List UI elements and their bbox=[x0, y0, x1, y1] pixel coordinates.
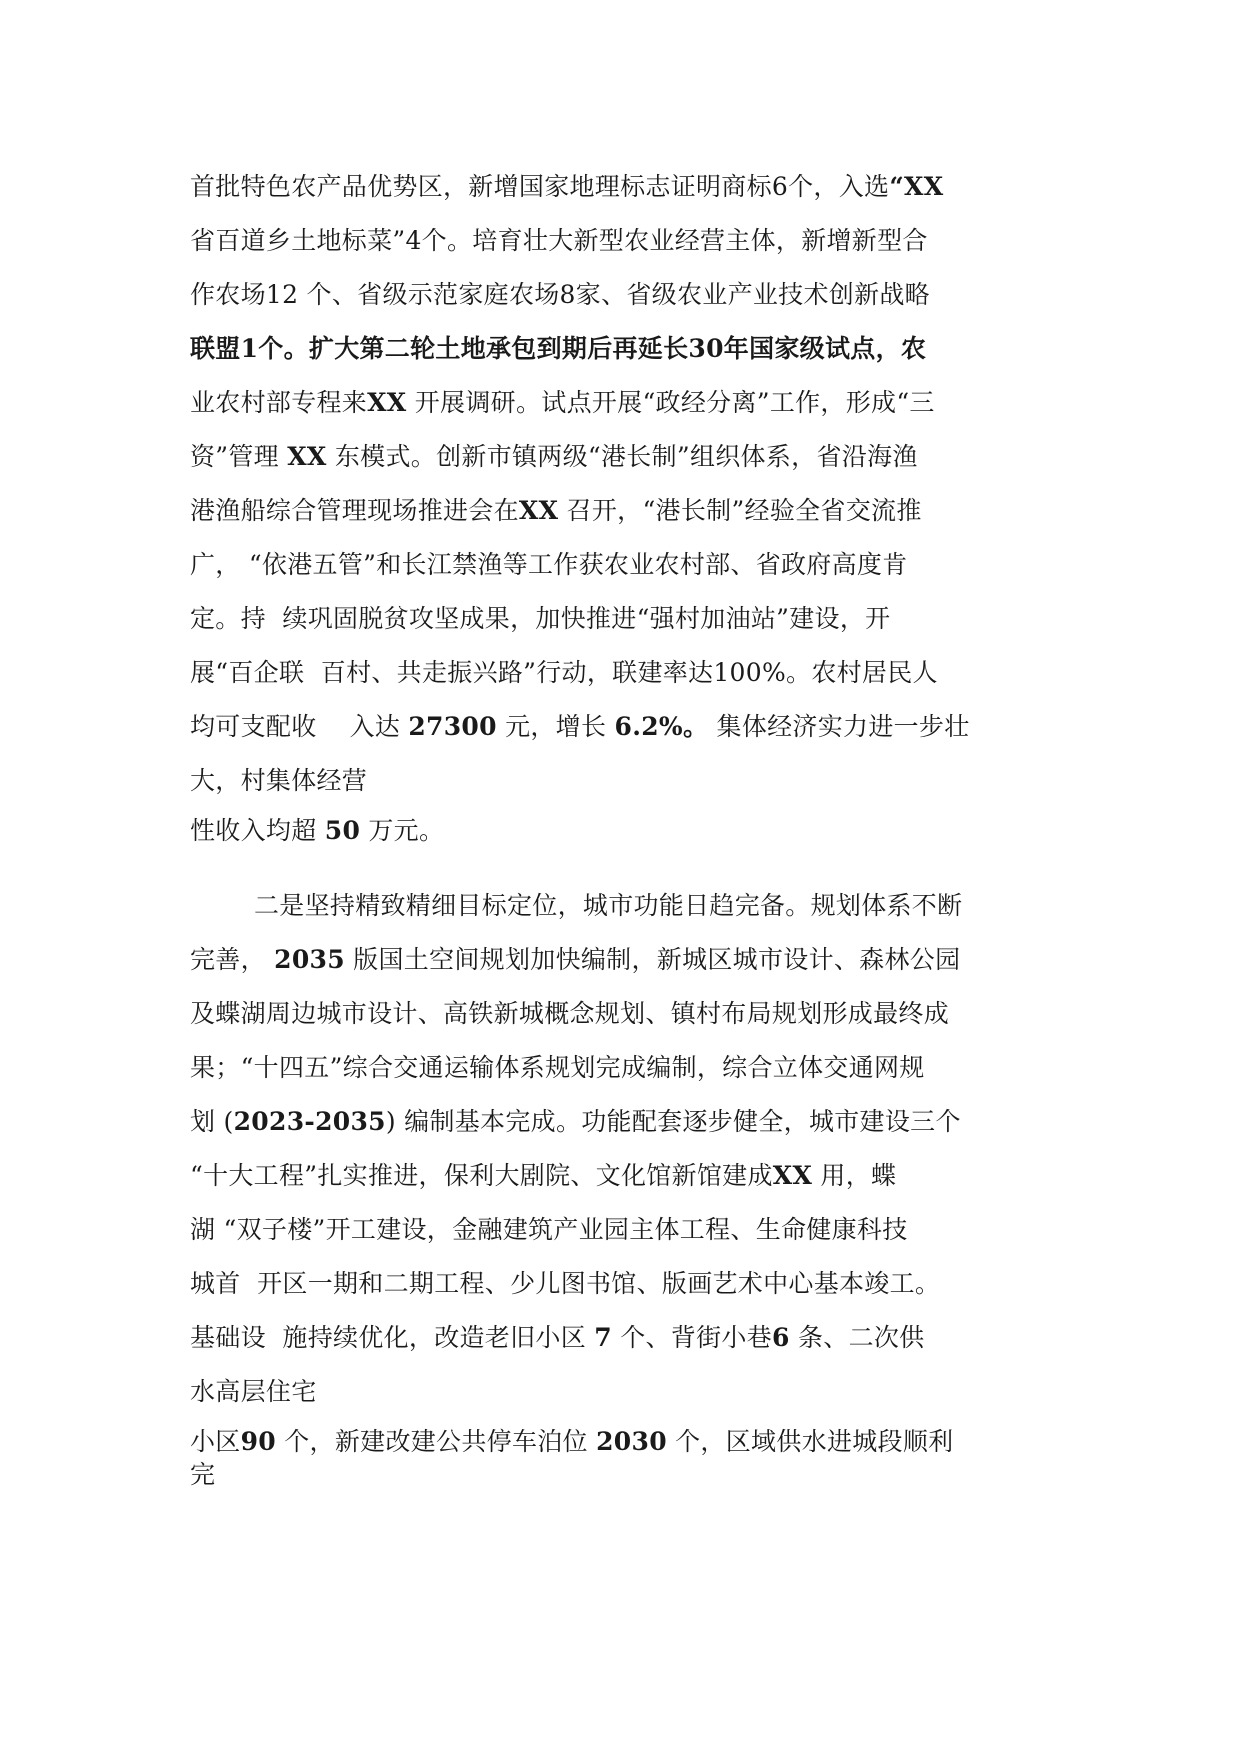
paragraph-line: 及蝶湖周边城市设计、高铁新城概念规划、镇村布局规划形成最终成 bbox=[190, 999, 950, 1028]
text-run: 6 bbox=[772, 1323, 790, 1352]
paragraph-line bbox=[190, 496, 922, 526]
paragraph-line: 广， “依港五管”和长江禁渔等工作获农业农村部、省政府高度肯 bbox=[190, 550, 908, 579]
text-run: 用，蝶 bbox=[812, 1161, 897, 1190]
text-run: 东模式。创新市镇两级“港长制”组织体系，省沿海渔 bbox=[326, 442, 918, 471]
paragraph-line bbox=[190, 172, 943, 202]
paragraph-line: 作农场12 个、省级示范家庭农场8家、省级农业产业技术创新战略 bbox=[190, 280, 930, 309]
paragraph-line: 水高层住宅 bbox=[190, 1377, 317, 1406]
paragraph-line bbox=[190, 388, 935, 418]
paragraph-line: 联盟1个。扩大第二轮土地承包到期后再延长30年国家级试点，农 bbox=[190, 334, 927, 363]
text-run: XX bbox=[367, 388, 407, 417]
paragraph-line bbox=[190, 442, 918, 472]
text-run: 个，新建改建公共停车泊位 bbox=[276, 1427, 597, 1456]
text-run: 资”管理 bbox=[190, 442, 288, 471]
paragraph-line bbox=[190, 945, 960, 975]
text-run: “XX bbox=[889, 172, 944, 201]
text-run: 90 bbox=[240, 1427, 276, 1456]
text-run: 基础设 施持续优化，改造老旧小区 bbox=[190, 1323, 595, 1352]
paragraph-line: 完 bbox=[190, 1460, 216, 1489]
paragraph-line: 城首 开区一期和二期工程、少儿图书馆、版画艺术中心基本竣工。 bbox=[190, 1269, 941, 1298]
text-run: 版国土空间规划加快编制，新城区城市设计、森林公园 bbox=[344, 945, 961, 974]
text-run: XX bbox=[518, 496, 559, 525]
text-run: 2030 bbox=[596, 1427, 667, 1456]
text-run: XX bbox=[287, 442, 327, 471]
text-run: 性收入均超 bbox=[190, 816, 325, 845]
paragraph-line: 果；“十四五”综合交通运输体系规划完成编制，综合立体交通网规 bbox=[190, 1053, 925, 1082]
text-run: “十大工程”扎实推进，保利大剧院、文化馆新馆建成 bbox=[190, 1161, 773, 1190]
text-run: 2023-2035 bbox=[233, 1107, 386, 1136]
paragraph-line bbox=[190, 1427, 953, 1457]
text-run: 集体经济实力进一步壮 bbox=[708, 712, 970, 741]
paragraph-line bbox=[190, 712, 970, 742]
text-run: 个、背街小巷 bbox=[611, 1323, 773, 1352]
text-run: 万元。 bbox=[360, 816, 445, 845]
text-run: 27300 bbox=[408, 712, 497, 741]
paragraph-line bbox=[190, 1107, 961, 1137]
text-run: 首批特色农产品优势区，新增国家地理标志证明商标6个，入选 bbox=[190, 172, 890, 201]
text-run: 划 ( bbox=[190, 1107, 234, 1136]
paragraph-line: 湖 “双子楼”开工建设，金融建筑产业园主体工程、生命健康科技 bbox=[190, 1215, 908, 1244]
text-run: 均可支配收 入达 bbox=[190, 712, 409, 741]
text-run: 完善， bbox=[190, 945, 275, 974]
paragraph-line: 展“百企联 百村、共走振兴路”行动，联建率达100%。农村居民人 bbox=[190, 658, 938, 687]
text-run: 小区 bbox=[190, 1427, 241, 1456]
paragraph-line: 定。持 续巩固脱贫攻坚成果，加快推进“强村加油站”建设，开 bbox=[190, 604, 891, 633]
text-run: 7 bbox=[594, 1323, 612, 1352]
paragraph-line: 大，村集体经营 bbox=[190, 766, 368, 795]
text-run: 6.2%。 bbox=[614, 712, 709, 741]
text-run: 开展调研。试点开展“政经分离”工作，形成“三 bbox=[406, 388, 935, 417]
text-run: XX bbox=[772, 1161, 813, 1190]
paragraph-line bbox=[190, 816, 444, 846]
text-run: 条、二次供 bbox=[789, 1323, 925, 1352]
text-run: 50 bbox=[324, 816, 361, 845]
text-run: 元，增长 bbox=[496, 712, 615, 741]
paragraph-line bbox=[190, 1161, 896, 1191]
text-run: 业农村部专程来 bbox=[190, 388, 368, 417]
text-run: 港渔船综合管理现场推进会在 bbox=[190, 496, 519, 525]
paragraph-line: 省百道乡土地标菜”4个。培育壮大新型农业经营主体，新增新型合 bbox=[190, 226, 928, 255]
paragraph-line bbox=[190, 1323, 924, 1353]
text-run: 召开，“港长制”经验全省交流推 bbox=[558, 496, 922, 525]
text-run: ) 编制基本完成。功能配套逐步健全，城市建设三个 bbox=[385, 1107, 961, 1136]
text-run: 2035 bbox=[274, 945, 345, 974]
paragraph-line: 二是坚持精致精细目标定位，城市功能日趋完备。规划体系不断 bbox=[254, 891, 963, 920]
text-run: 个，区域供水进城段顺利 bbox=[666, 1427, 954, 1456]
